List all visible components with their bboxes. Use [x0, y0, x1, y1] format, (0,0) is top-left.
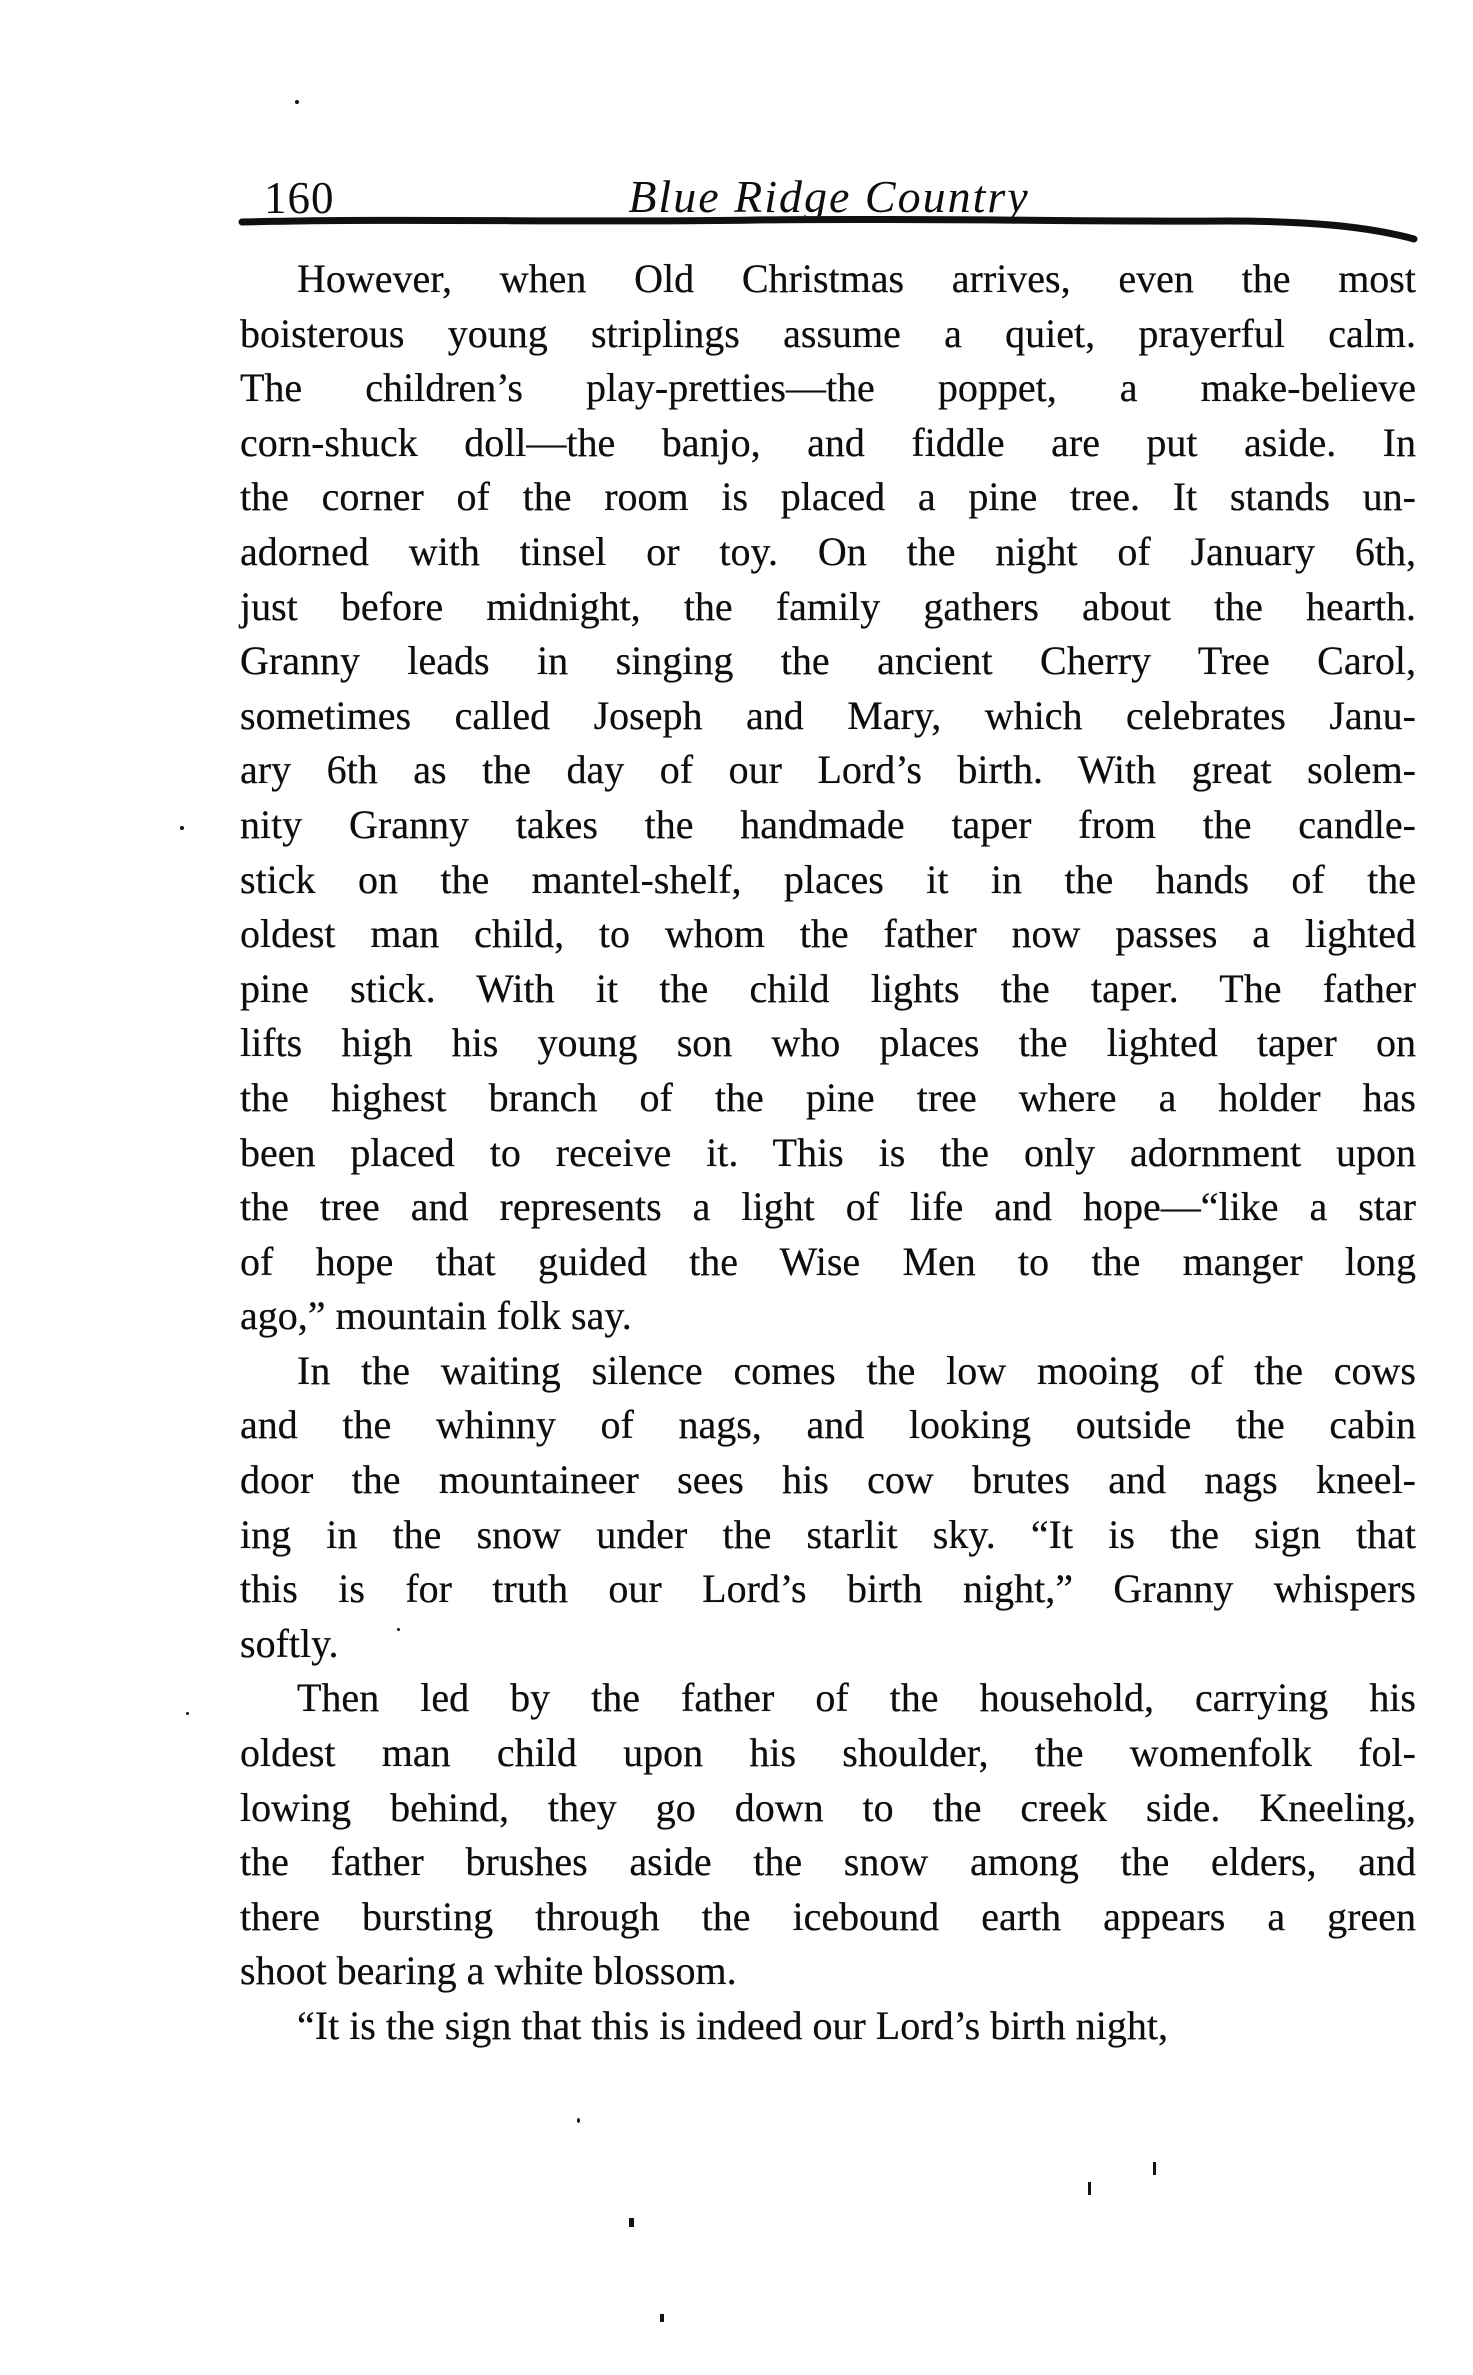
text-line: “It is the sign that this is indeed our Lord’s birth night,	[297, 2003, 1169, 2048]
scan-speck	[397, 1628, 400, 1631]
scan-speck	[186, 1712, 189, 1715]
text-line: there bursting through the icebound earth appears a green	[240, 1893, 1416, 1939]
text-line: softly.	[240, 1620, 339, 1666]
text-line: been placed to receive it. This is the only adornment upon	[240, 1129, 1416, 1175]
text-line: lifts high his young son who places the lighted taper on	[240, 1020, 1416, 1066]
text-line: adorned with tinsel or toy. On the night of January 6th,	[240, 528, 1416, 574]
text-line: ago,” mountain folk say.	[240, 1293, 632, 1339]
scan-speck	[1153, 2162, 1156, 2175]
page-number: 160	[264, 173, 335, 223]
scan-speck	[1088, 2182, 1091, 2195]
text-line: oldest man child upon his shoulder, the womenfolk fol-	[240, 1730, 1416, 1776]
scan-speck	[629, 2218, 634, 2227]
scan-speck	[295, 100, 299, 104]
scan-speck	[180, 826, 184, 830]
paragraph	[240, 1999, 1416, 2054]
text-line: the corner of the room is placed a pine tree. It stands un-	[240, 474, 1416, 520]
text-line: Granny leads in singing the ancient Cherry Tree Carol,	[240, 638, 1416, 684]
paragraph	[240, 1344, 1416, 1672]
scan-speck	[577, 2118, 580, 2123]
text-line: nity Granny takes the handmade taper from the candle-	[240, 801, 1416, 847]
text-line: ary 6th as the day of our Lord’s birth. With great solem-	[240, 747, 1416, 793]
text-line: the father brushes aside the snow among the elders, and	[240, 1839, 1416, 1885]
text-line: of hope that guided the Wise Men to the manger long	[240, 1238, 1416, 1284]
text-line: oldest man child, to whom the father now passes a lighted	[240, 911, 1416, 957]
paragraph	[240, 1671, 1416, 1999]
text-line: just before midnight, the family gathers about the hearth.	[240, 583, 1416, 629]
text-line: pine stick. With it the child lights the taper. The father	[240, 965, 1416, 1011]
text-line: the tree and represents a light of life and hope—“like a star	[240, 1184, 1416, 1230]
body-text	[240, 252, 1416, 2054]
text-line: corn-shuck doll—the banjo, and fiddle are put aside. In	[240, 419, 1416, 465]
text-line: stick on the mantel-shelf, places it in the hands of the	[240, 856, 1416, 902]
scan-speck	[660, 2314, 664, 2322]
text-line: The children’s play-pretties—the poppet, a make-believe	[240, 365, 1416, 411]
text-line: this is for truth our Lord’s birth night,” Granny whispers	[240, 1566, 1416, 1612]
text-line: lowing behind, they go down to the creek side. Kneeling,	[240, 1784, 1416, 1830]
text-line: However, when Old Christmas arrives, even the most	[297, 256, 1416, 301]
text-line: In the waiting silence comes the low mooing of the cows	[297, 1347, 1416, 1393]
paragraph	[240, 252, 1416, 1344]
text-line: the highest branch of the pine tree where a holder has	[240, 1074, 1416, 1120]
header-rule	[236, 206, 1426, 246]
text-line: Then led by the father of the household, carrying his	[297, 1675, 1416, 1721]
text-line: sometimes called Joseph and Mary, which celebrates Janu-	[240, 692, 1416, 738]
text-line: door the mountaineer sees his cow brutes and nags kneel-	[240, 1457, 1416, 1503]
text-line: ing in the snow under the starlit sky. “It is the sign that	[240, 1511, 1416, 1557]
text-line: and the whinny of nags, and looking outside the cabin	[240, 1402, 1416, 1448]
running-title: Blue Ridge Country	[628, 171, 1030, 222]
text-line: shoot bearing a white blossom.	[240, 1948, 737, 1994]
text-line: boisterous young striplings assume a quiet, prayerful calm.	[240, 310, 1416, 356]
